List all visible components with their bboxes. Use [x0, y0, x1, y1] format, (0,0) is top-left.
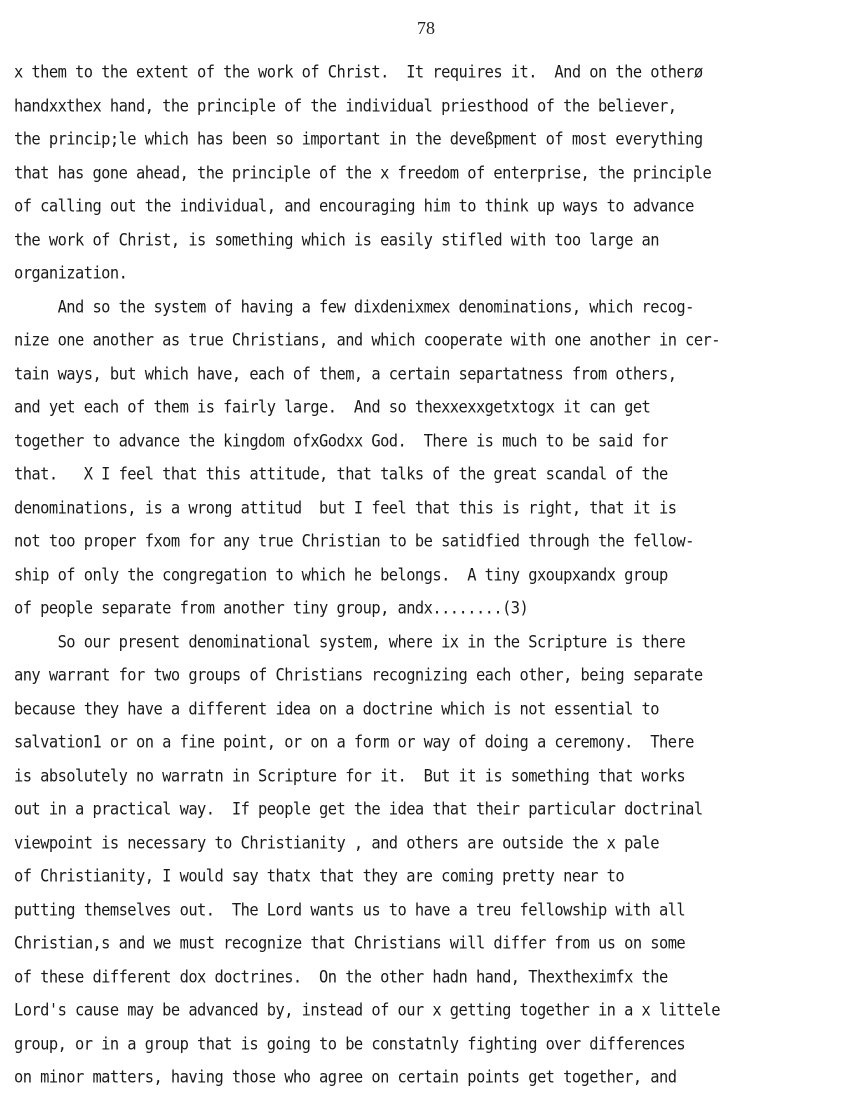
text-line: ship of only the congregation to which he belongs. A tiny gxoupxandx group — [14, 564, 668, 585]
text-line: that has gone ahead, the principle of the x freedom of enterprise, the principle — [14, 162, 712, 183]
text-line: Christian,s and we must recognize that Christians will differ from us on some — [14, 932, 686, 953]
text-line: out in a practical way. If people get the idea that their particular doctrinal — [14, 798, 703, 819]
text-line: the princip;le which has been so important in the deveßpment of most everything — [14, 128, 703, 149]
text-line: of Christianity, I would say thatx that they are coming pretty near to — [14, 865, 625, 886]
text-line: nize one another as true Christians, and which cooperate with one another in cer- — [14, 329, 720, 350]
text-line: x them to the extent of the work of Christ. It requires it. And on the otherø — [14, 61, 703, 82]
text-line: because they have a different idea on a doctrine which is not essential to — [14, 698, 659, 719]
text-line: denominations, is a wrong attitud but I feel that this is right, that it is — [14, 497, 677, 518]
text-line: tain ways, but which have, each of them, a certain separtatness from others, — [14, 363, 677, 384]
paragraph-start-line: So our present denominational system, where ix in the Scripture is there — [14, 631, 686, 652]
text-line: of these different dox doctrines. On the other hadn hand, Thextheximfx the — [14, 966, 668, 987]
text-line: of calling out the individual, and encouraging him to think up ways to advance — [14, 195, 694, 216]
page-number: 78 — [417, 18, 435, 38]
text-line: putting themselves out. The Lord wants us to have a treu fellowship with all — [14, 899, 686, 920]
text-line: group, or in a group that is going to be constatnly fighting over differences — [14, 1033, 686, 1054]
text-line: and yet each of them is fairly large. And so thexxexxgetxtogx it can get — [14, 396, 651, 417]
text-line: Lord's cause may be advanced by, instead of our x getting together in a x littele — [14, 999, 720, 1020]
text-line: is absolutely no warratn in Scripture for it. But it is something that works — [14, 765, 686, 786]
text-line: organization. — [14, 262, 128, 283]
text-line: that. X I feel that this attitude, that talks of the great scandal of the — [14, 463, 668, 484]
text-line: viewpoint is necessary to Christianity , and others are outside the x pale — [14, 832, 659, 853]
text-line: handxxthex hand, the principle of the individual priesthood of the believer, — [14, 95, 677, 116]
text-line: any warrant for two groups of Christians recognizing each other, being separate — [14, 664, 703, 685]
typewritten-body — [14, 56, 844, 1095]
text-line: together to advance the kingdom ofxGodxx God. There is much to be said for — [14, 430, 668, 451]
text-line: salvation1 or on a fine point, or on a form or way of doing a ceremony. There — [14, 731, 694, 752]
text-line: of people separate from another tiny group, andx........(3) — [14, 597, 529, 618]
text-line: not too proper fxom for any true Christian to be satidfied through the fellow- — [14, 530, 694, 551]
text-line: the work of Christ, is something which is easily stifled with too large an — [14, 229, 659, 250]
text-line: on minor matters, having those who agree on certain points get together, and — [14, 1066, 677, 1087]
paragraph-start-line: And so the system of having a few dixdenixmex denominations, which recog- — [14, 296, 694, 317]
